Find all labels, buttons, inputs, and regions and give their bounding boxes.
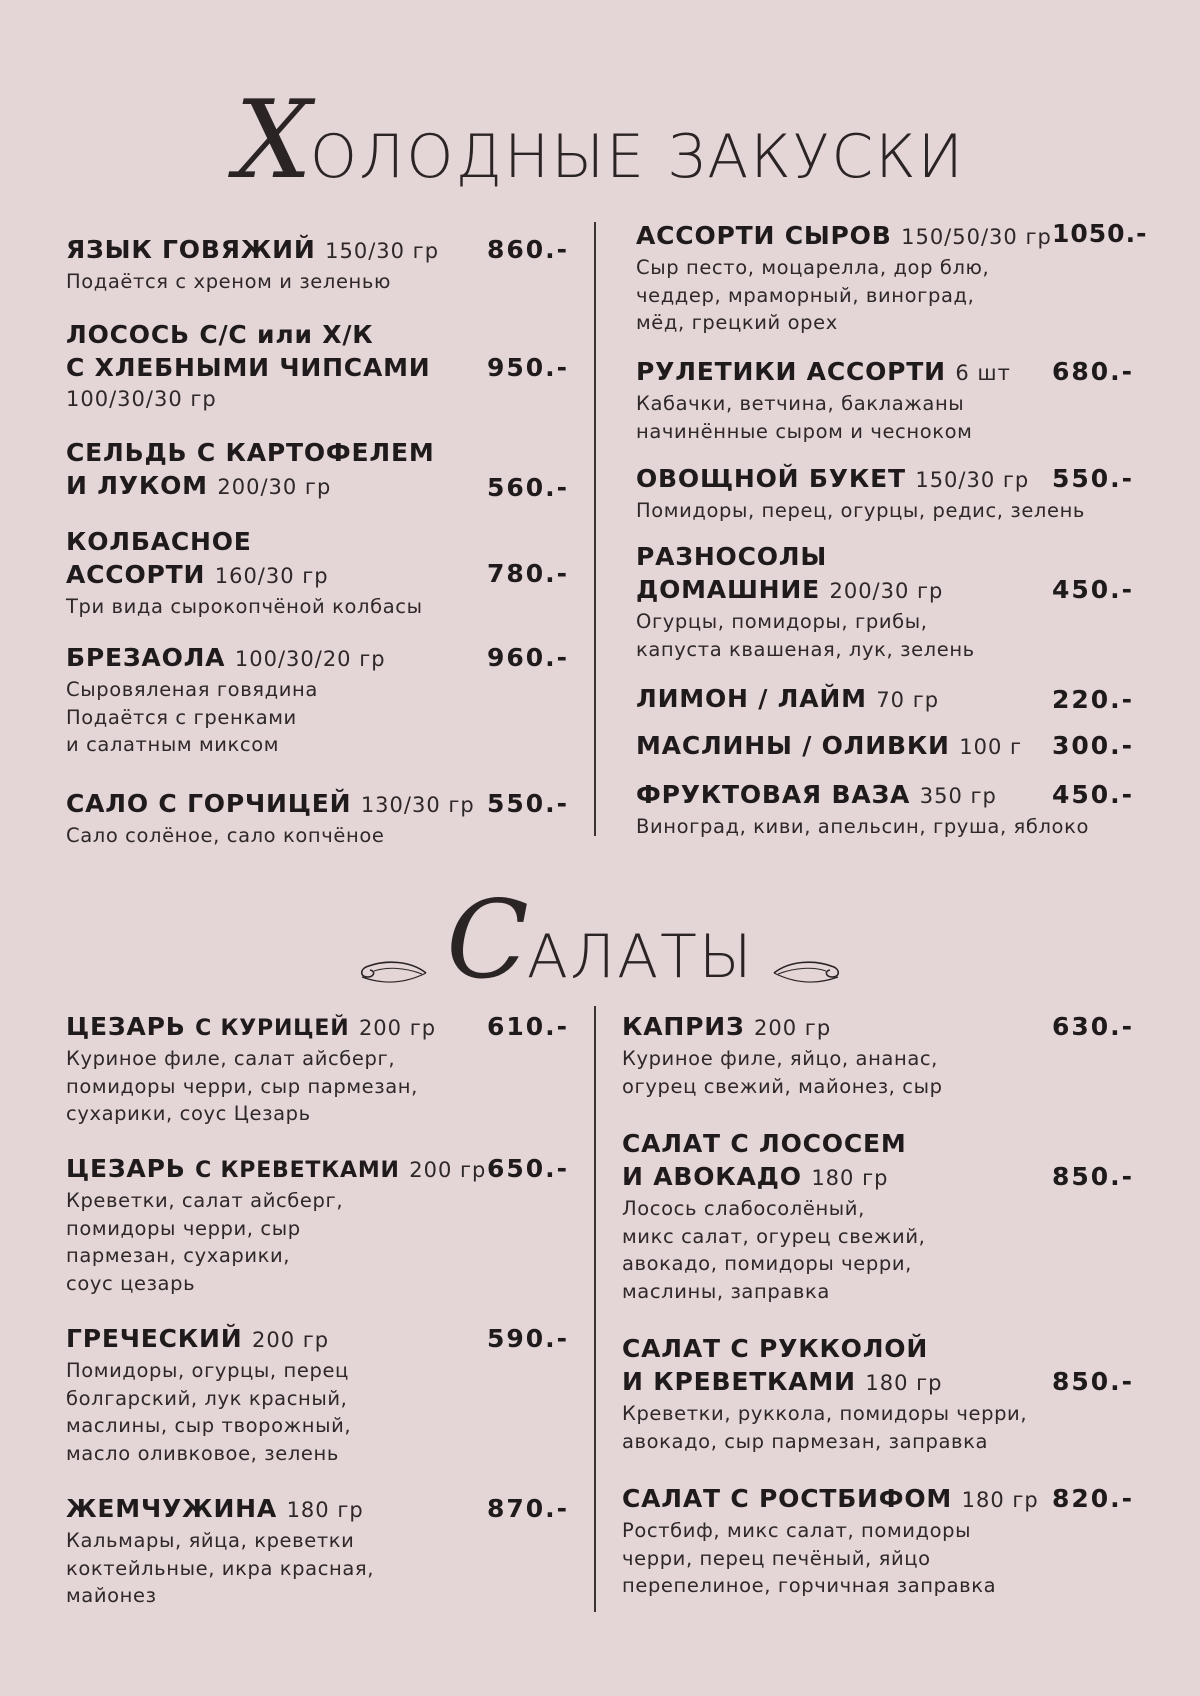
item-weight: 150/30 гр	[915, 468, 1030, 492]
item-description: микс салат, огурец свежий,	[622, 1224, 926, 1248]
item-price: 680.-	[1052, 357, 1135, 386]
item-description: Креветки, руккола, помидоры черри,	[622, 1402, 1028, 1425]
menu-item	[622, 1127, 925, 1305]
menu-item	[66, 1492, 374, 1610]
item-description: маслины, заправка	[622, 1279, 830, 1303]
item-weight: 100/30/30 гр	[66, 387, 217, 411]
item-weight: 130/30 гр	[360, 793, 475, 817]
item-name: ЦЕЗАРЬ	[66, 1154, 186, 1183]
item-name: САЛО С ГОРЧИЦЕЙ	[66, 789, 352, 818]
item-price: 550.-	[1052, 464, 1135, 493]
item-name: ЯЗЫК ГОВЯЖИЙ	[66, 235, 316, 264]
item-weight: 200 гр	[409, 1158, 487, 1182]
section-title-cold-appetizers	[0, 78, 1200, 203]
item-price: 610.-	[487, 1012, 570, 1041]
column-divider	[594, 222, 596, 836]
title-text: АЛАТЫ	[526, 922, 754, 992]
item-name: МАСЛИНЫ / ОЛИВКИ	[636, 731, 950, 760]
item-price: 560.-	[487, 473, 570, 502]
item-weight: 200 гр	[358, 1016, 437, 1040]
item-description: масло оливковое, зелень	[66, 1441, 339, 1465]
item-description: начинённые сыром и чесноком	[636, 419, 973, 443]
item-description: огурец свежий, майонез, сыр	[622, 1074, 943, 1098]
item-name-suffix: С КРЕВЕТКАМИ	[195, 1158, 400, 1183]
item-description: Куриное филе, яйцо, ананас,	[622, 1047, 938, 1070]
item-description: капуста квашеная, лук, зелень	[636, 637, 975, 661]
item-weight: 180 гр	[961, 1488, 1039, 1512]
item-description: Кабачки, ветчина, баклажаны	[636, 392, 965, 415]
item-name: АССОРТИ СЫРОВ	[636, 221, 892, 250]
item-description: Подаётся с гренками	[66, 705, 297, 729]
item-weight: 200/30 гр	[829, 579, 944, 603]
item-weight: 200 гр	[754, 1016, 832, 1040]
item-price: 850.-	[1052, 1367, 1135, 1396]
item-name: ЛИМОН / ЛАЙМ	[636, 684, 867, 713]
item-name: ЛОСОСЬ С/С или Х/К	[66, 320, 374, 349]
item-price: 950.-	[487, 353, 570, 382]
item-name: АССОРТИ	[66, 560, 206, 589]
menu-item	[636, 540, 975, 663]
item-price: 590.-	[487, 1324, 570, 1353]
item-name: САЛАТ С ЛОСОСЕМ	[622, 1129, 907, 1158]
ornament-left-icon	[356, 953, 428, 993]
item-name: СЕЛЬДЬ С КАРТОФЕЛЕМ	[66, 438, 435, 467]
item-description: Сыр песто, моцарелла, дор блю,	[636, 256, 990, 279]
menu-item	[636, 778, 1089, 841]
item-name: И ЛУКОМ	[66, 471, 208, 500]
menu-item	[636, 462, 1085, 525]
item-weight: 180 гр	[811, 1166, 889, 1190]
title-initial: Х	[235, 78, 310, 203]
item-price: 1050.-	[1052, 219, 1148, 248]
menu-item	[636, 219, 1052, 337]
item-weight: 70 гр	[876, 688, 940, 712]
item-price: 630.-	[1052, 1012, 1135, 1041]
item-description: помидоры черри, сыр пармезан,	[66, 1074, 418, 1098]
item-price: 820.-	[1052, 1484, 1135, 1513]
menu-item	[66, 641, 386, 759]
item-price: 550.-	[487, 789, 570, 818]
item-name: ЦЕЗАРЬ	[66, 1012, 186, 1041]
item-weight: 100/30/20 гр	[234, 647, 386, 671]
item-description: Виноград, киви, апельсин, груша, яблоко	[636, 815, 1089, 838]
item-name: РАЗНОСОЛЫ	[636, 542, 828, 571]
menu-item	[636, 682, 939, 717]
item-description: Ростбиф, микс салат, помидоры	[622, 1519, 972, 1542]
item-name: КАПРИЗ	[622, 1012, 745, 1041]
item-description: авокадо, сыр пармезан, заправка	[622, 1429, 989, 1453]
item-description: перепелиное, горчичная заправка	[622, 1574, 997, 1597]
menu-item	[622, 1482, 1039, 1600]
column-divider	[594, 1006, 596, 1612]
menu-item	[66, 233, 439, 296]
title-initial: С	[446, 878, 527, 1003]
item-description: коктейльные, икра красная,	[66, 1556, 375, 1580]
item-description: маслины, сыр творожный,	[66, 1414, 352, 1437]
item-name: САЛАТ С РОСТБИФОМ	[622, 1484, 953, 1513]
item-name: С ХЛЕБНЫМИ ЧИПСАМИ	[66, 353, 431, 382]
item-name: ГРЕЧЕСКИЙ	[66, 1324, 243, 1353]
item-name: РУЛЕТИКИ АССОРТИ	[636, 357, 946, 386]
item-price: 650.-	[487, 1154, 570, 1183]
item-weight: 150/50/30 гр	[901, 225, 1052, 249]
menu-item	[636, 355, 1011, 445]
menu-item	[66, 787, 475, 850]
item-price: 220.-	[1052, 685, 1135, 714]
item-description: майонез	[66, 1584, 157, 1607]
item-price: 960.-	[487, 643, 570, 672]
menu-item	[66, 1152, 486, 1297]
item-price: 780.-	[487, 559, 570, 588]
item-name: ОВОЩНОЙ БУКЕТ	[636, 464, 906, 493]
item-weight: 6 шт	[955, 361, 1011, 385]
item-name: САЛАТ С РУККОЛОЙ	[622, 1334, 929, 1363]
menu-item	[622, 1010, 943, 1100]
item-name-suffix: С КУРИЦЕЙ	[195, 1016, 350, 1041]
item-price: 450.-	[1052, 575, 1135, 604]
title-text: ОЛОДНЫЕ ЗАКУСКИ	[309, 122, 965, 192]
menu-item	[636, 729, 1022, 764]
item-description: черри, перец печёный, яйцо	[622, 1546, 931, 1570]
item-description: Сало солёное, сало копчёное	[66, 824, 385, 847]
item-name: ЖЕМЧУЖИНА	[66, 1494, 278, 1523]
menu-item	[622, 1332, 1027, 1455]
item-description: Креветки, салат айсберг,	[66, 1189, 344, 1212]
item-description: Куриное филе, салат айсберг,	[66, 1047, 396, 1070]
menu-item	[66, 525, 423, 621]
menu-item	[66, 318, 431, 414]
item-name: ФРУКТОВАЯ ВАЗА	[636, 780, 911, 809]
item-name: И АВОКАДО	[622, 1162, 802, 1191]
item-price: 300.-	[1052, 731, 1135, 760]
item-description: Помидоры, огурцы, перец	[66, 1359, 349, 1382]
item-weight: 100 г	[959, 735, 1023, 759]
item-description: Три вида сырокопчёной колбасы	[66, 595, 423, 618]
menu-item	[66, 1010, 436, 1128]
item-description: мёд, грецкий орех	[636, 311, 838, 334]
item-description: и салатным миксом	[66, 733, 280, 756]
item-description: Огурцы, помидоры, грибы,	[636, 610, 928, 633]
menu-item	[66, 436, 435, 504]
item-description: пармезан, сухарики,	[66, 1244, 291, 1267]
item-description: болгарский, лук красный,	[66, 1386, 348, 1410]
item-description: чеддер, мраморный, виноград,	[636, 283, 975, 307]
item-name: ДОМАШНИЕ	[636, 575, 820, 604]
item-price: 860.-	[487, 235, 570, 264]
item-name: КОЛБАСНОЕ	[66, 527, 252, 556]
ornament-right-icon	[772, 953, 844, 993]
item-weight: 150/30 гр	[325, 239, 440, 263]
item-weight: 200/30 гр	[217, 475, 332, 499]
item-weight: 180 гр	[865, 1371, 943, 1395]
item-price: 850.-	[1052, 1162, 1135, 1191]
item-description: сухарики, соус Цезарь	[66, 1102, 311, 1125]
item-weight: 200 гр	[251, 1328, 330, 1352]
item-price: 450.-	[1052, 780, 1135, 809]
item-name: БРЕЗАОЛА	[66, 643, 226, 672]
item-description: Кальмары, яйца, креветки	[66, 1529, 355, 1552]
item-weight: 160/30 гр	[214, 564, 329, 588]
item-description: Подаётся с хреном и зеленью	[66, 270, 392, 293]
item-name: И КРЕВЕТКАМИ	[622, 1367, 856, 1396]
item-description: Лосось слабосолёный,	[622, 1197, 865, 1220]
item-weight: 350 гр	[919, 784, 997, 808]
item-description: соус цезарь	[66, 1271, 196, 1295]
item-weight: 180 гр	[286, 1498, 364, 1522]
menu-item	[66, 1322, 351, 1467]
item-description: помидоры черри, сыр	[66, 1216, 301, 1240]
item-description: Помидоры, перец, огурцы, редис, зелень	[636, 499, 1086, 522]
item-description: Сыровяленая говядина	[66, 678, 318, 701]
item-price: 870.-	[487, 1494, 570, 1523]
item-description: авокадо, помидоры черри,	[622, 1252, 912, 1275]
section-title-salads	[0, 878, 1200, 1003]
